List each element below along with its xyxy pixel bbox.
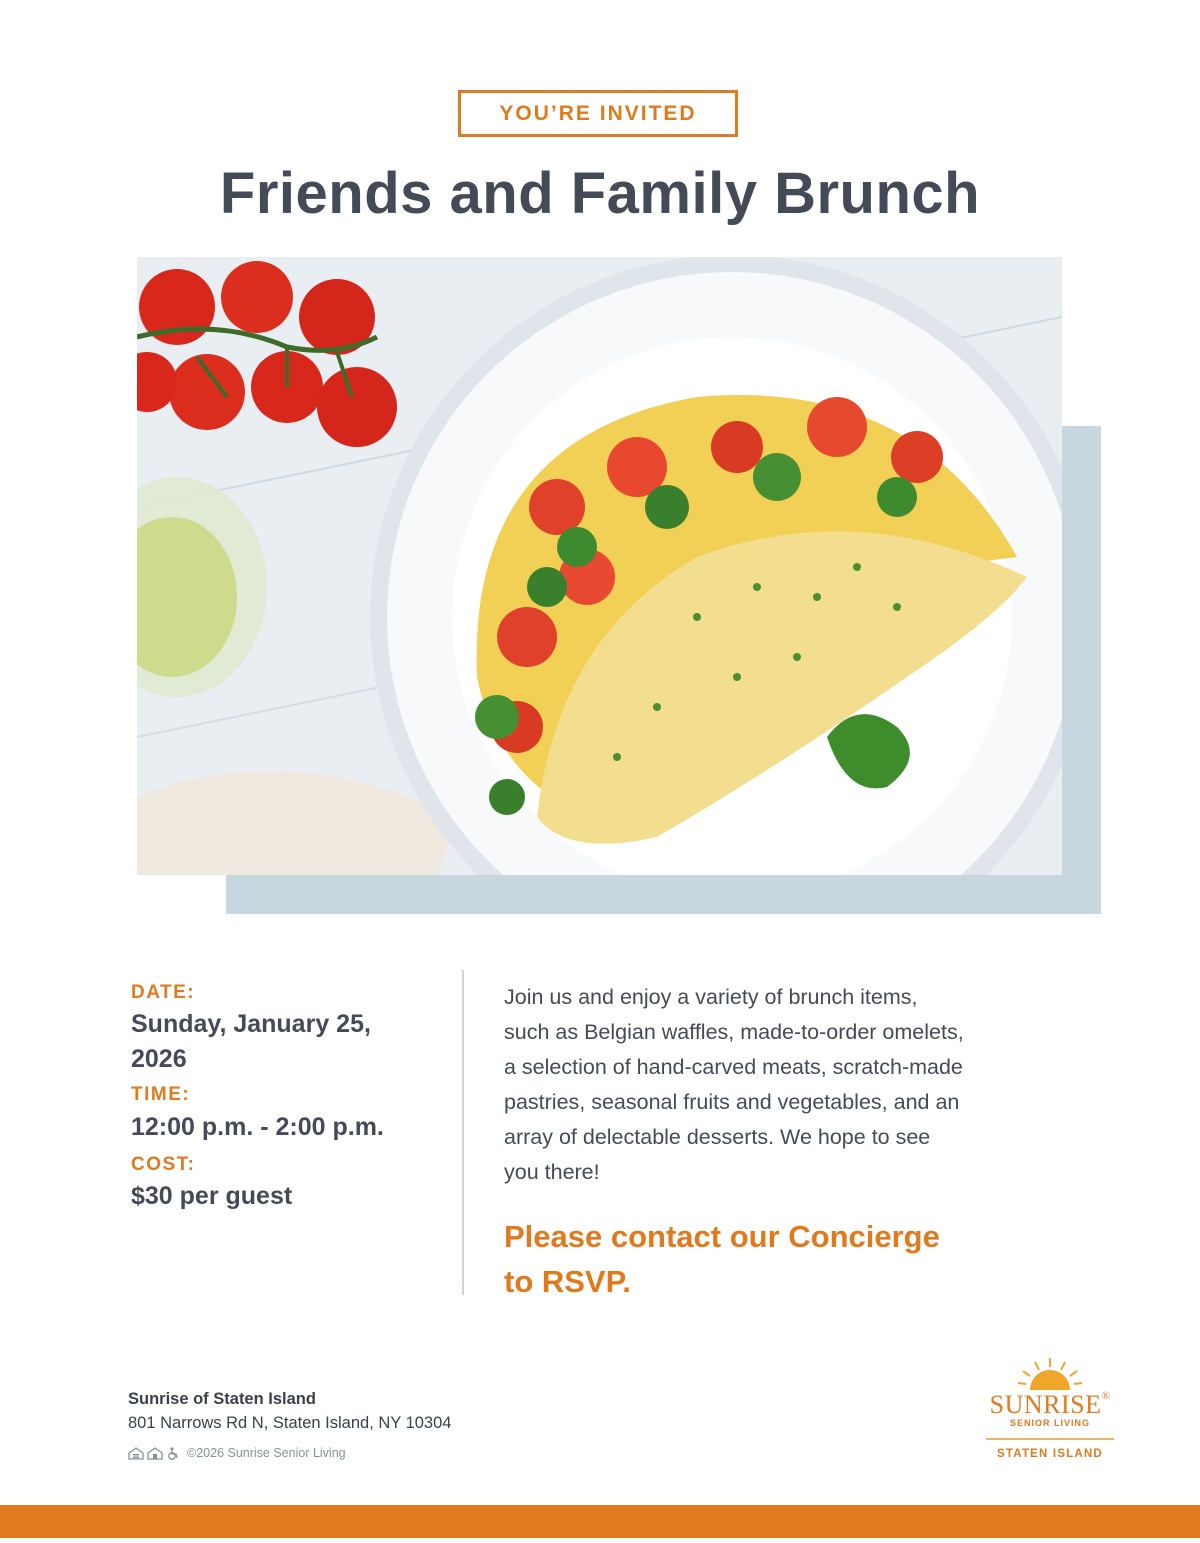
description-line: array of delectable desserts. We hope to see: [504, 1125, 931, 1149]
cost-label: COST:: [131, 1154, 196, 1175]
accessibility-icon: [166, 1447, 179, 1460]
page-title: Friends and Family Brunch: [219, 161, 981, 226]
date-value-line2: 2026: [131, 1045, 187, 1073]
copyright-text: ©2026 Sunrise Senior Living: [187, 1446, 346, 1460]
description-line: such as Belgian waffles, made-to-order omelets,: [504, 1020, 964, 1044]
org-address: 801 Narrows Rd N, Staten Island, NY 10304: [128, 1414, 452, 1432]
footer-bar: [0, 1505, 1200, 1538]
description-line: pastries, seasonal fruits and vegetables, and an: [504, 1090, 960, 1114]
invite-label: YOU’RE INVITED: [499, 101, 697, 125]
date-value-line1: Sunday, January 25,: [131, 1010, 371, 1038]
date-label: DATE:: [131, 982, 196, 1003]
logo-wordmark: SUNRISE®: [989, 1390, 1111, 1419]
description-line: a selection of hand-carved meats, scratch-made: [504, 1055, 963, 1079]
equal-housing-icon: [128, 1447, 144, 1460]
omelet-photo: [137, 257, 1062, 875]
rsvp-line1: Please contact our Concierge: [504, 1219, 940, 1254]
org-name: Sunrise of Staten Island: [128, 1390, 316, 1408]
logo-subtitle: SENIOR LIVING: [1009, 1418, 1090, 1428]
sun-icon: [980, 1356, 1120, 1392]
logo-divider: [986, 1438, 1114, 1440]
rsvp-callout: [504, 1214, 1064, 1304]
fair-housing-icon: [147, 1447, 163, 1460]
column-divider: [462, 970, 464, 1295]
time-value: 12:00 p.m. - 2:00 p.m.: [131, 1113, 384, 1141]
description-line: you there!: [504, 1160, 600, 1184]
cost-value: $30 per guest: [131, 1182, 293, 1210]
invite-badge: [458, 90, 738, 137]
time-label: TIME:: [131, 1084, 191, 1105]
rsvp-line2: to RSVP.: [504, 1264, 631, 1299]
legal-icons: [128, 1447, 179, 1460]
event-description: [504, 980, 1064, 1190]
sunrise-logo: [980, 1356, 1120, 1466]
logo-location: STATEN ISLAND: [997, 1448, 1103, 1460]
description-line: Join us and enjoy a variety of brunch items,: [504, 985, 918, 1009]
legal-line: [128, 1446, 346, 1460]
